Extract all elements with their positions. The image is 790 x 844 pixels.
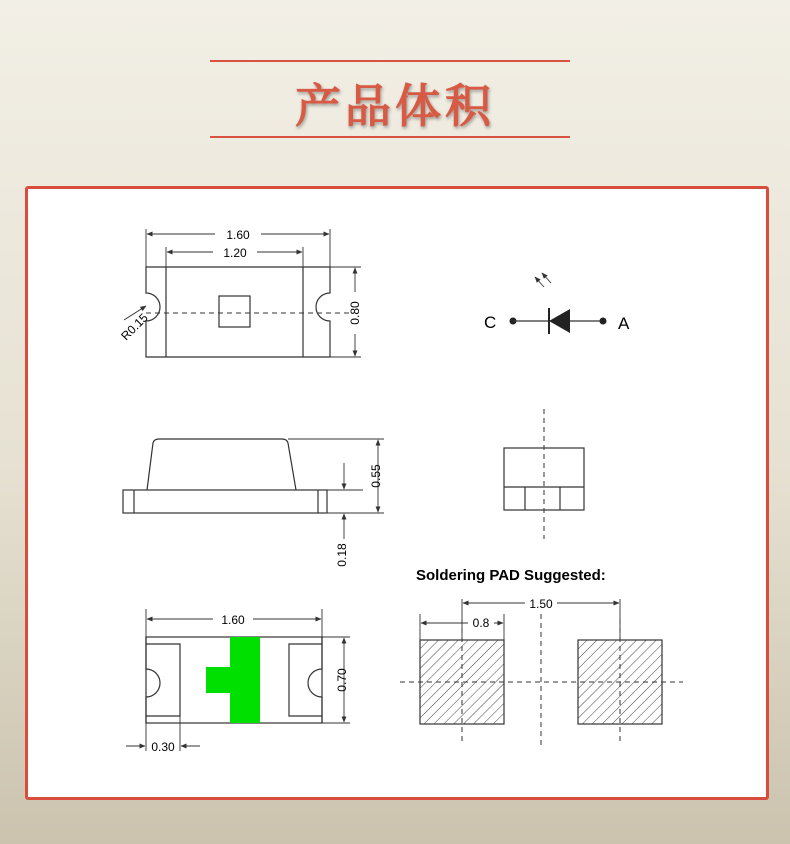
pad-layout-title: Soldering PAD Suggested: [416,567,606,584]
top-view [118,228,362,357]
pad-width-value: 0.8 [472,616,490,630]
base-height-label: 0.18 [335,543,349,567]
bottom-view-height-label: 0.70 [335,668,349,692]
top-view-height-label: 0.80 [348,301,362,325]
cathode-label: C [484,313,497,332]
pad-width-label: 0.30 [151,740,175,754]
top-view-width-label: 1.60 [226,228,250,242]
soldering-pad-layout [400,567,683,749]
dimension-drawing-panel [25,186,769,800]
title-rule-top [210,60,570,62]
title-rule-bottom [210,136,570,138]
end-view [504,409,584,539]
polarity-mark [230,637,260,723]
bottom-view [126,609,350,754]
led-symbol [484,273,630,334]
anode-label: A [618,314,630,333]
dimension-drawing [28,189,766,797]
corner-radius-label: R0.15 [118,310,151,344]
pad-pitch-label: 1.50 [529,597,553,611]
side-view [123,439,384,567]
side-view-height-label: 0.55 [369,464,383,488]
top-view-inner-width-label: 1.20 [223,246,247,260]
page-title: 产品体积 [295,79,495,133]
bottom-view-width-label: 1.60 [221,613,245,627]
